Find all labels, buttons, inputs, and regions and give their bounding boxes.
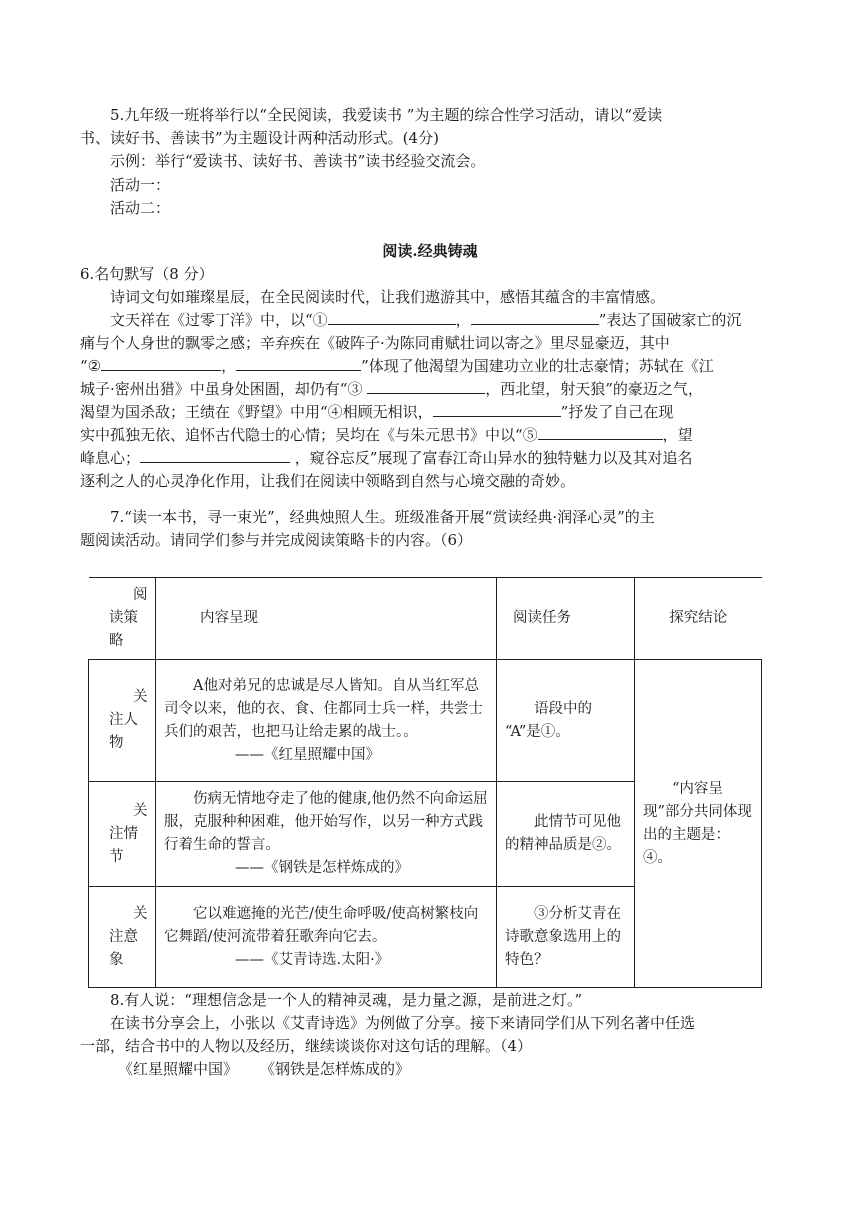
q6-line3 bbox=[80, 355, 780, 377]
q6-text: ，西北望，射天狼”的豪迈之气， bbox=[485, 380, 703, 398]
strategy-cell: 关注意象 bbox=[89, 887, 156, 988]
strategy-cell: 关注人物 bbox=[89, 660, 156, 782]
book-option: 《红星照耀中国》 bbox=[118, 1060, 239, 1078]
q6-intro: 诗词文句如璀璨星辰，在全民阅读时代，让我们遨游其中，感悟其蕴含的丰富情感。 bbox=[110, 288, 666, 306]
q6-text: ， bbox=[221, 357, 237, 375]
q8-line2: 在读书分享会上，小张以《艾青诗选》为例做了分享。接下来请同学们从下列名著中任选 bbox=[110, 1014, 696, 1032]
header-content: 内容呈现 bbox=[156, 578, 497, 660]
q6-text: 实中孤独无依、追怀古代隐士的心情；吴均在《与朱元思书》中以“⑤ bbox=[80, 426, 538, 444]
content-cell bbox=[156, 887, 497, 988]
q6-line5 bbox=[80, 401, 780, 423]
content-source: ——《红星照耀中国》 bbox=[235, 746, 380, 763]
task-text: “A”是①。 bbox=[505, 723, 570, 740]
section-title: 阅读.经典铸魂 bbox=[382, 242, 478, 260]
q5-example: 示例：举行“爱读书、读好书、善读书”读书经验交流会。 bbox=[110, 152, 486, 170]
table-header-row bbox=[89, 578, 762, 660]
q6-text: ”体现了他渴望为国建功立业的壮志豪情；苏轼在《江 bbox=[361, 357, 714, 375]
q6-line6 bbox=[80, 424, 780, 446]
q6-text: ，望 bbox=[662, 426, 693, 444]
strategy-cell: 关注情节 bbox=[89, 782, 156, 887]
q8-line3: 一部，结合书中的人物以及经历，继续谈谈你对这句话的理解。（4） bbox=[80, 1037, 533, 1055]
answer-blank-2b[interactable] bbox=[236, 356, 361, 371]
task-cell bbox=[497, 782, 635, 887]
q6-text: ，窥谷忘反”展现了富春江奇山异水的独特魅力以及其对追名 bbox=[290, 449, 693, 467]
header-strategy: 阅读策略 bbox=[89, 578, 156, 660]
task-text: ③分析艾青在诗歌意象选用上的特色？ bbox=[505, 905, 621, 968]
q7-line2: 题阅读活动。请同学们参与并完成阅读策略卡的内容。（6） bbox=[80, 531, 473, 549]
q6-text: 峰息心； bbox=[80, 449, 141, 467]
task-cell bbox=[497, 660, 635, 782]
q6-text: “② bbox=[80, 357, 102, 375]
q6-text: ， bbox=[455, 311, 471, 329]
answer-blank-1a[interactable] bbox=[328, 310, 456, 325]
q5-activity2: 活动二： bbox=[110, 199, 171, 217]
q6-line7 bbox=[80, 447, 780, 469]
table-row bbox=[89, 660, 762, 782]
header-task: 阅读任务 bbox=[497, 578, 635, 660]
content-cell bbox=[156, 660, 497, 782]
q5-line2: 书、读好书、善读书”为主题设计两种活动形式。(4分) bbox=[80, 129, 439, 147]
task-cell bbox=[497, 887, 635, 988]
q7-line1: 7.“读一本书，寻一束光”，经典烛照人生。班级准备开展“赏读经典·润泽心灵”的主 bbox=[110, 508, 655, 526]
content-cell bbox=[156, 782, 497, 887]
answer-blank-5b[interactable] bbox=[140, 448, 290, 463]
conclusion-cell: “内容呈现”部分共同体现出的主题是：④。 bbox=[635, 660, 762, 988]
content-source: ——《艾青诗选.太阳·》 bbox=[235, 951, 390, 968]
answer-blank-5a[interactable] bbox=[538, 425, 663, 440]
q6-line4 bbox=[80, 378, 780, 400]
q6-text: 城子·密州出猎》中虽身处困圄，却仍有“③ bbox=[80, 380, 368, 398]
task-text: 此情节可见他的精神品质是②。 bbox=[505, 814, 621, 853]
q6-title: 6.名句默写（8 分） bbox=[80, 265, 214, 283]
header-conclusion: 探究结论 bbox=[635, 578, 762, 660]
q6-line1 bbox=[110, 309, 810, 331]
q6-text: 文天祥在《过零丁洋》中，以“① bbox=[110, 311, 328, 329]
q5-activity1: 活动一： bbox=[110, 176, 171, 194]
q8-books bbox=[118, 1058, 818, 1080]
content-text: A他对弟兄的忠诚是尽人皆知。自从当红军总司令以来，他的衣、食、住都同士兵一样，共尝士兵们的艰苦，也把马让给走累的战士。。 bbox=[164, 677, 483, 740]
content-text: 伤病无情地夺走了他的健康,他仍然不向命运屈服，克服种种困难，他开始写作，以另一种方式践行着生命的誓言。 bbox=[164, 791, 488, 853]
book-option: 《钢铁是怎样炼成的》 bbox=[260, 1060, 411, 1078]
content-source: ——《钢铁是怎样炼成的》 bbox=[235, 860, 409, 876]
q6-text: ”表达了国破家亡的沉 bbox=[598, 311, 742, 329]
answer-blank-1b[interactable] bbox=[471, 310, 599, 325]
q5-line1: 5.九年级一班将举行以“全民阅读，我爱读书 ”为主题的综合性学习活动，请以“爱读 bbox=[110, 106, 663, 124]
answer-blank-4[interactable] bbox=[433, 402, 561, 417]
task-text: 语段中的 bbox=[534, 700, 592, 717]
q6-line8: 逐利之人的心灵净化作用，让我们在阅读中领略到自然与心境交融的奇妙。 bbox=[80, 472, 576, 490]
q6-text: ”抒发了自己在现 bbox=[560, 403, 674, 421]
q8-line1: 8.有人说：“理想信念是一个人的精神灵魂，是力量之源，是前进之灯。” bbox=[110, 991, 583, 1009]
content-text: 它以难遮掩的光芒/使生命呼吸/使高树繁枝向它舞蹈/使河流带着狂歌奔向它去。 bbox=[164, 905, 479, 945]
q6-line2: 痛与个人身世的飘零之感；辛弃疾在《破阵子·为陈同甫赋壮词以寄之》里尽显豪迈，其中 bbox=[80, 334, 670, 352]
reading-strategy-table bbox=[88, 577, 762, 988]
q6-text: 渴望为国杀敌；王绩在《野望》中用“④相顾无相识， bbox=[80, 403, 433, 421]
answer-blank-2a[interactable] bbox=[101, 356, 221, 371]
answer-blank-3[interactable] bbox=[367, 379, 485, 394]
